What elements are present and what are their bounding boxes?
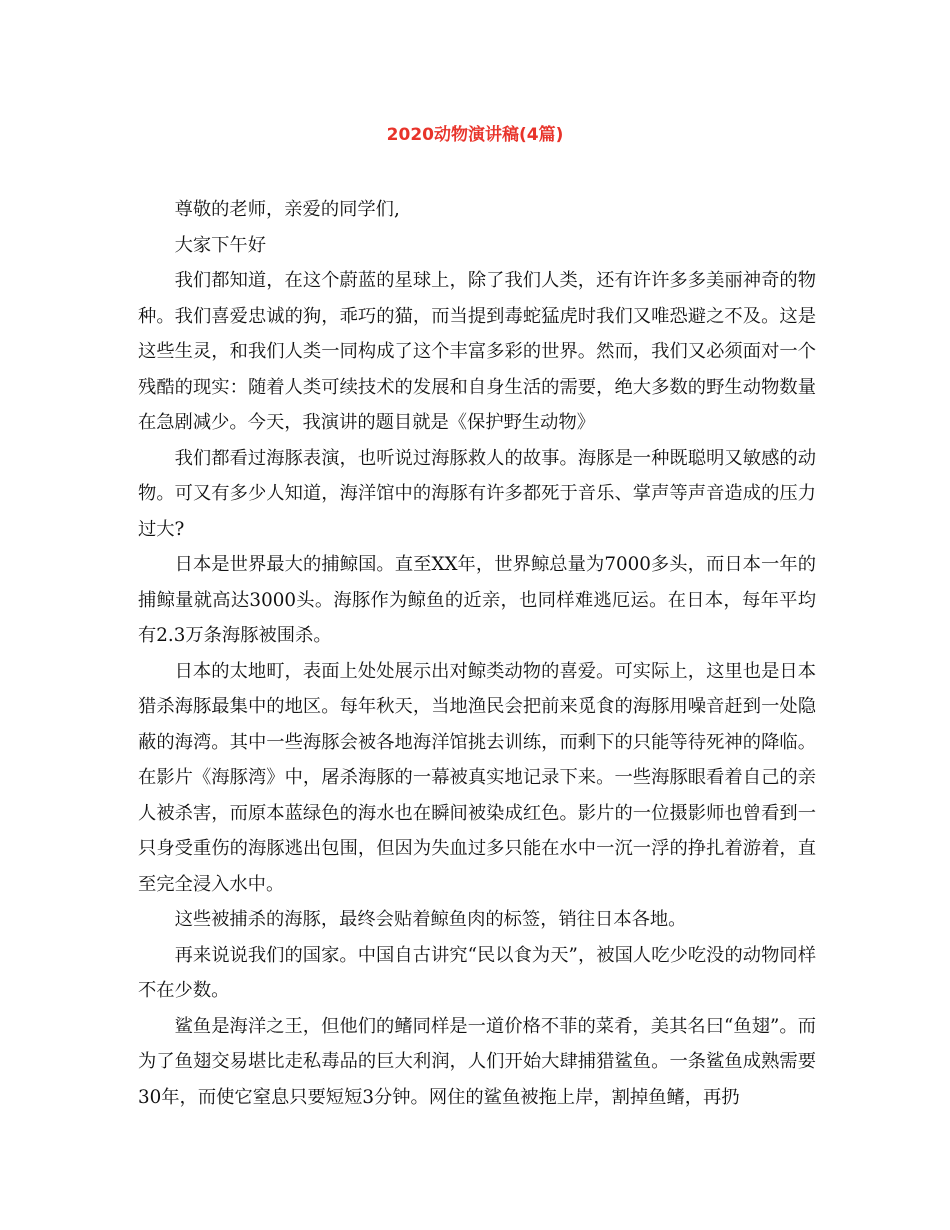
paragraph-shark-fin: 鲨鱼是海洋之王，但他们的鳍同样是一道价格不菲的菜肴，美其名曰“鱼翅”。而为了鱼翅交易堪比走私毒品的巨大利润，人们开始大肆捕猎鲨鱼。一条鲨鱼成熟需要30年，而使它窒息只要短短3分钟。网住的鲨鱼被拖上岸，割掉鱼鳍，再扔 [138, 1015, 816, 1108]
paragraph-intro: 我们都知道，在这个蔚蓝的星球上，除了我们人类，还有许许多多美丽神奇的物种。我们喜爱忠诚的狗，乖巧的猫，而当提到毒蛇猛虎时我们又唯恐避之不及。这是这些生灵，和我们人类一同构成了这个丰富多彩的世界。然而，我们又必须面对一个残酷的现实：随着人类可续技术的发展和自身生活的需要，绝大多数的野生动物数量在急剧减少。今天，我演讲的题目就是《保护野生动物》 [138, 270, 816, 433]
paragraph-dolphin-show: 我们都看过海豚表演，也听说过海豚救人的故事。海豚是一种既聪明又敏感的动物。可又有多少人知道，海洋馆中的海豚有许多都死于音乐、掌声等声音造成的压力过大? [138, 447, 816, 540]
paragraph-china: 再来说说我们的国家。中国自古讲究“民以食为天”，被国人吃少吃没的动物同样不在少数。 [138, 944, 816, 1001]
paragraph-salutation: 大家下午好 [174, 234, 266, 256]
paragraph-taiji: 日本的太地町，表面上处处展示出对鲸类动物的喜爱。可实际上，这里也是日本猎杀海豚最集中的地区。每年秋天，当地渔民会把前来觅食的海豚用噪音赶到一处隐蔽的海湾。其中一些海豚会被各地海洋馆挑去训练，而剩下的只能等待死神的降临。在影片《海豚湾》中，屠杀海豚的一幕被真实地记录下来。一些海豚眼看着自己的亲人被杀害，而原本蓝绿色的海水也在瞬间被染成红色。影片的一位摄影师也曾看到一只身受重伤的海豚逃出包围，但因为失血过多只能在水中一沉一浮的挣扎着游着，直至完全浸入水中。 [138, 660, 816, 895]
paragraph-japan-whaling: 日本是世界最大的捕鲸国。直至XX年，世界鲸总量为7000多头，而日本一年的捕鲸量就高达3000头。海豚作为鲸鱼的近亲，也同样难逃厄运。在日本，每年平均有2.3万条海豚被围杀。 [138, 554, 816, 646]
document-body [138, 192, 816, 1115]
paragraph-whale-meat-label: 这些被捕杀的海豚，最终会贴着鲸鱼肉的标签，销往日本各地。 [174, 909, 687, 930]
paragraph-greeting: 尊敬的老师，亲爱的同学们, [174, 199, 400, 220]
page-title: 2020动物演讲稿(4篇) [386, 125, 564, 145]
